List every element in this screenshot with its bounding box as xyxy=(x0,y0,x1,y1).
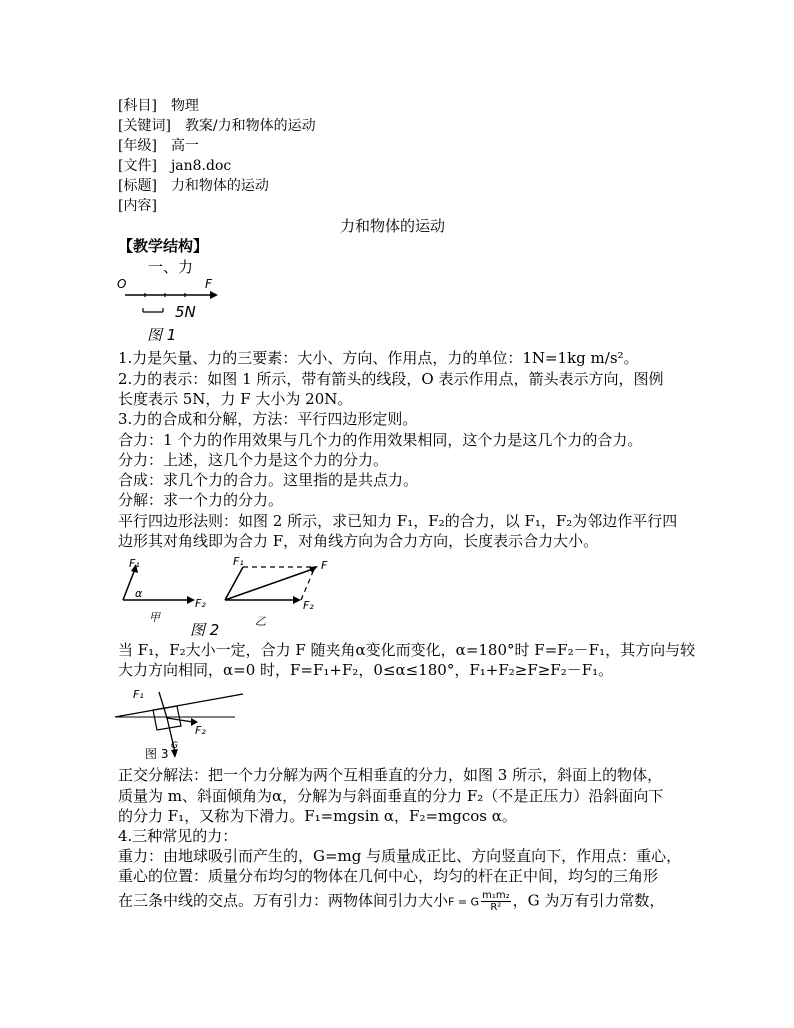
paragraph-8b: 边形其对角线即为合力 F，对角线方向为合力方向，长度表示合力大小。 xyxy=(118,532,599,550)
meta-grade: [年级] 高一 xyxy=(118,138,199,154)
paragraph-2b: 长度表示 5N，力 F 大小为 20N。 xyxy=(118,390,353,408)
fig2-yi-f2-head xyxy=(293,596,301,604)
paragraph-1: 1.力是矢量、力的三要素：大小、方向、作用点，力的单位：1N=1kg m/s²。 xyxy=(118,349,639,367)
paragraph-10b: 质量为 m、斜面倾角为α，分解为与斜面垂直的分力 F₂（不是正压力）沿斜面向下 xyxy=(118,787,664,805)
paragraph-2a: 2.力的表示：如图 1 所示，带有箭头的线段，O 表示作用点，箭头表示方向，图例 xyxy=(118,370,664,388)
fig2-yi-label: 乙 xyxy=(255,615,266,628)
fig3-f1-arrow xyxy=(159,692,167,718)
formula-denominator: R² xyxy=(490,902,502,913)
paragraph-12b: 重心的位置：质量分布均匀的物体在几何中心，均匀的杆在正中间，均匀的三角形 xyxy=(118,867,659,885)
paragraph-9b: 大力方向相同，α=0 时，F=F₁+F₂，0≤α≤180°，F₁+F₂≥F≥F₂－F₁。 xyxy=(118,661,614,679)
paragraph-3: 3.力的合成和分解，方法：平行四边形定则。 xyxy=(118,410,418,428)
fig2-jia-label: 甲 xyxy=(149,611,160,624)
fig1-origin-label: O xyxy=(117,277,127,291)
meta-subject: [科目] 物理 xyxy=(118,98,199,114)
fig1-arrowhead xyxy=(210,291,218,299)
paragraph-12a: 重力：由地球吸引而产生的，G=mg 与质量成正比、方向竖直向下，作用点：重心， xyxy=(118,847,682,865)
figure-2 xyxy=(115,555,345,640)
fig2-jia-f2-head xyxy=(187,596,195,604)
fig3-caption: 图 3 xyxy=(145,747,169,761)
meta-file: [文件] jan8.doc xyxy=(118,158,232,174)
formula-lhs: F = G xyxy=(448,895,480,909)
fig2-caption: 图 2 xyxy=(190,621,220,639)
fig2-jia-f2-label: F₂ xyxy=(195,597,206,610)
fig2-yi-resultant xyxy=(225,569,313,600)
formula-fraction xyxy=(481,890,511,913)
fig3-f1-label: F₁ xyxy=(133,688,144,701)
fig2-yi-f1-label: F₁ xyxy=(233,555,244,568)
paragraph-11: 4.三种常见的力： xyxy=(118,827,238,845)
section-heading-structure: 【教学结构】 xyxy=(118,237,209,255)
paragraph-9a: 当 F₁，F₂大小一定，合力 F 随夹角α变化而变化，α=180°时 F=F₂－F₁，其方向与较 xyxy=(118,641,696,659)
fig2-jia-f1-arrow xyxy=(123,569,135,600)
paragraph-12c-post: ，G 为万有引力常数， xyxy=(512,891,665,910)
fig2-jia-f1-label: F₁ xyxy=(129,557,140,570)
formula-numerator: m₁m₂ xyxy=(482,890,510,901)
paragraph-10a: 正交分解法：把一个力分解为两个互相垂直的分力，如图 3 所示，斜面上的物体， xyxy=(118,766,663,784)
fig2-alpha-label: α xyxy=(135,587,143,600)
fig1-scale-label: 5N xyxy=(175,303,196,321)
paragraph-8a: 平行四边形法则：如图 2 所示，求已知力 F₁，F₂的合力，以 F₁，F₂为邻边作平行四 xyxy=(118,512,678,530)
fig1-caption: 图 1 xyxy=(147,326,177,344)
meta-keywords: [关键词] 教案/力和物体的运动 xyxy=(118,118,316,134)
fig3-f2-label: F₂ xyxy=(195,724,206,737)
meta-title: [标题] 力和物体的运动 xyxy=(118,178,269,194)
fig1-force-label: F xyxy=(205,277,212,291)
fig2-yi-f-label: F xyxy=(321,559,328,572)
paragraph-7: 分解：求一个力的分力。 xyxy=(118,491,284,509)
section-heading-force: 一、力 xyxy=(148,258,194,276)
fig2-yi-f2-label: F₂ xyxy=(303,599,314,612)
meta-content: [内容] xyxy=(118,198,157,214)
document-title: 力和物体的运动 xyxy=(340,217,446,235)
paragraph-5: 分力：上述，这几个力是这个力的分力。 xyxy=(118,451,389,469)
paragraph-6: 合成：求几个力的合力。这里指的是共点力。 xyxy=(118,471,419,489)
paragraph-12c-pre: 在三条中线的交点。万有引力：两物体间引力大小 xyxy=(118,891,449,910)
figure-1 xyxy=(115,275,225,345)
paragraph-12c xyxy=(118,890,678,913)
fig3-g-label: G xyxy=(171,741,178,751)
paragraph-4: 合力：1 个力的作用效果与几个力的作用效果相同，这个力是这几个力的合力。 xyxy=(118,431,643,449)
paragraph-10c: 的分力 F₁，又称为下滑力。F₁=mgsin α，F₂=mgcos α。 xyxy=(118,807,517,825)
figure-3 xyxy=(115,682,245,762)
